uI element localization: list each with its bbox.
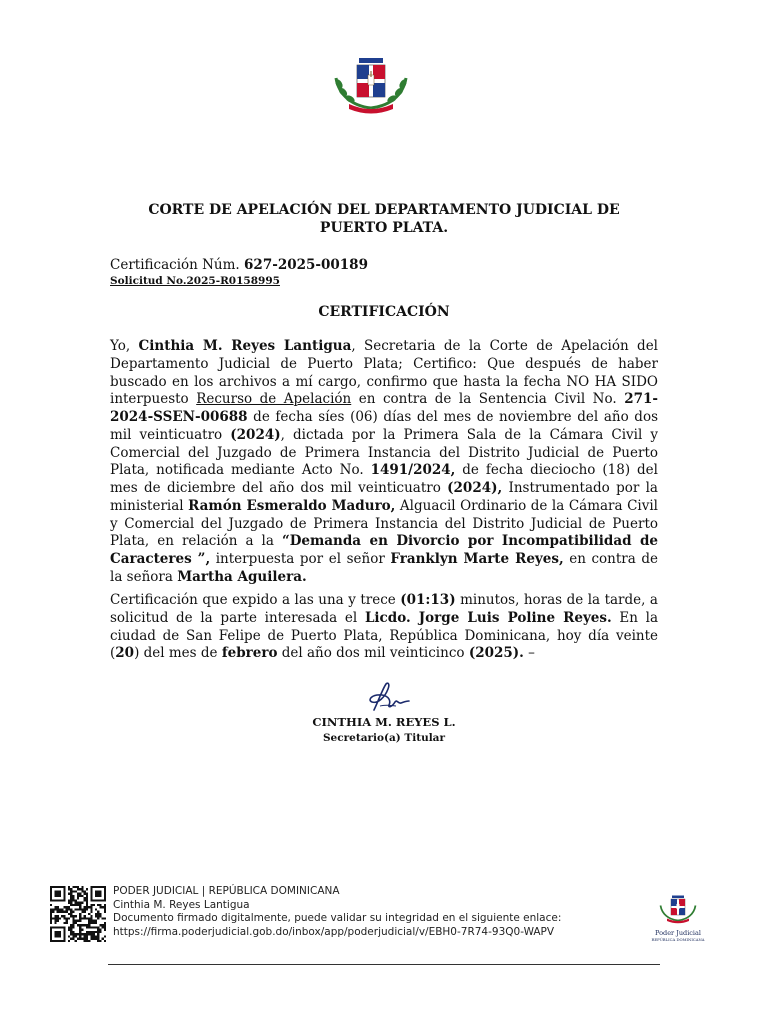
- certificate-number-value: 627-2025-00189: [244, 257, 368, 273]
- court-title-line1: CORTE DE APELACIÓN DEL DEPARTAMENTO JUDICIAL DE: [148, 202, 620, 218]
- court-title: [110, 201, 658, 237]
- handwritten-signature-icon: [360, 680, 412, 716]
- sentence-number: 271-2024-SSEN-00688: [110, 391, 658, 425]
- signer-role: Secretario(a) Titular: [322, 732, 446, 744]
- plaintiff-name: Franklyn Marte Reyes,: [390, 551, 564, 567]
- bailiff-name: Ramón Esmeraldo Maduro,: [188, 497, 396, 514]
- certification-paragraph: Yo, Cinthia M. Reyes Lantigua, Secretaria de la Corte de Apelación del Departamento Judicial de Puerto Plata; Certifico: Que después de haber buscado en los archivos a mí cargo, confirmo que hasta la fecha NO HA SIDO interpuesto Recurso de Apelación en contra de la Sentencia Civil No. 271-2024-SSEN-00688 de fecha síes (06) días del mes de noviembre del año dos mil veinticuatro (2024), dictada por la Primera Sala de la Cámara Civil y Comercial del Juzgado de Primera Instancia del Distrito Judicial de Puerto Plata, notificada mediante Acto No. 1491/2024, de fecha dieciocho (18) del mes de diciembre del año dos mil veinticuatro (2024), Instrumentado por la ministerial Ramón Esmeraldo Maduro, Alguacil Ordinario de la Cámara Civil y Comercial del Juzgado de Primera Instancia del Distrito Judicial de Puerto Plata, en relación a la “Demanda en Divorcio por Incompatibilidad de Caracteres ”, interpuesta por el señor Franklyn Marte Reyes, en contra de la señora Martha Aguilera.: [110, 338, 659, 585]
- footer-validation-link[interactable]: https://firma.poderjudicial.gob.do/inbox/app/poderjudicial/v/EBH0-7R74-93Q0-WAPV: [113, 925, 555, 938]
- issue-year: (2025).: [468, 645, 524, 662]
- signer-name: CINTHIA M. REYES L.: [312, 715, 456, 729]
- defendant-name: Martha Aguilera.: [177, 568, 307, 585]
- issue-time: (01:13): [400, 592, 456, 608]
- act-number: 1491/2024,: [370, 462, 456, 479]
- footer-institution: PODER JUDICIAL | REPÚBLICA DOMINICANA: [113, 885, 340, 897]
- coat-of-arms-icon: [331, 56, 411, 118]
- digital-signature-footer: [113, 885, 633, 939]
- issue-day: 20: [115, 645, 135, 662]
- request-number: Solicitud No.2025-R0158995: [110, 275, 280, 287]
- certificate-number: [110, 257, 368, 274]
- court-title-line2: PUERTO PLATA.: [319, 220, 449, 236]
- logo-name: Poder Judicial: [655, 929, 701, 937]
- certificate-heading: CERTIFICACIÓN: [318, 304, 450, 320]
- footer-validation-note: Documento firmado digitalmente, puede validar su integridad en el siguiente enlace:: [113, 912, 562, 924]
- lawsuit-name: “Demanda en Divorcio por Incompatibilidad de Caracteres ”,: [110, 533, 658, 567]
- footer-signer: Cinthia M. Reyes Lantigua: [113, 898, 250, 911]
- coat-of-arms-small-icon: [658, 890, 698, 930]
- qr-code-icon[interactable]: [50, 886, 106, 942]
- appeal-remedy-text: Recurso de Apelación: [196, 391, 352, 408]
- requesting-lawyer: Licdo. Jorge Luis Poline Reyes.: [364, 609, 612, 626]
- secretary-name: Cinthia M. Reyes Lantigua: [138, 338, 352, 354]
- issuance-paragraph: Certificación que expido a las una y trece (01:13) minutos, horas de la tarde, a solicitud de la parte interesada el Licdo. Jorge Luis Poline Reyes. En la ciudad de San Felipe de Puerto Plata, República Dominicana, hoy día veinte (20) del mes de febrero del año dos mil veinticinco (2025). –: [110, 592, 659, 662]
- footer-divider: [108, 964, 660, 965]
- certificate-number-label: Certificación Núm.: [110, 257, 240, 273]
- logo-subtitle: REPÚBLICA DOMINICANA: [651, 937, 705, 942]
- poder-judicial-logo: [650, 890, 706, 952]
- issue-month: febrero: [221, 645, 278, 662]
